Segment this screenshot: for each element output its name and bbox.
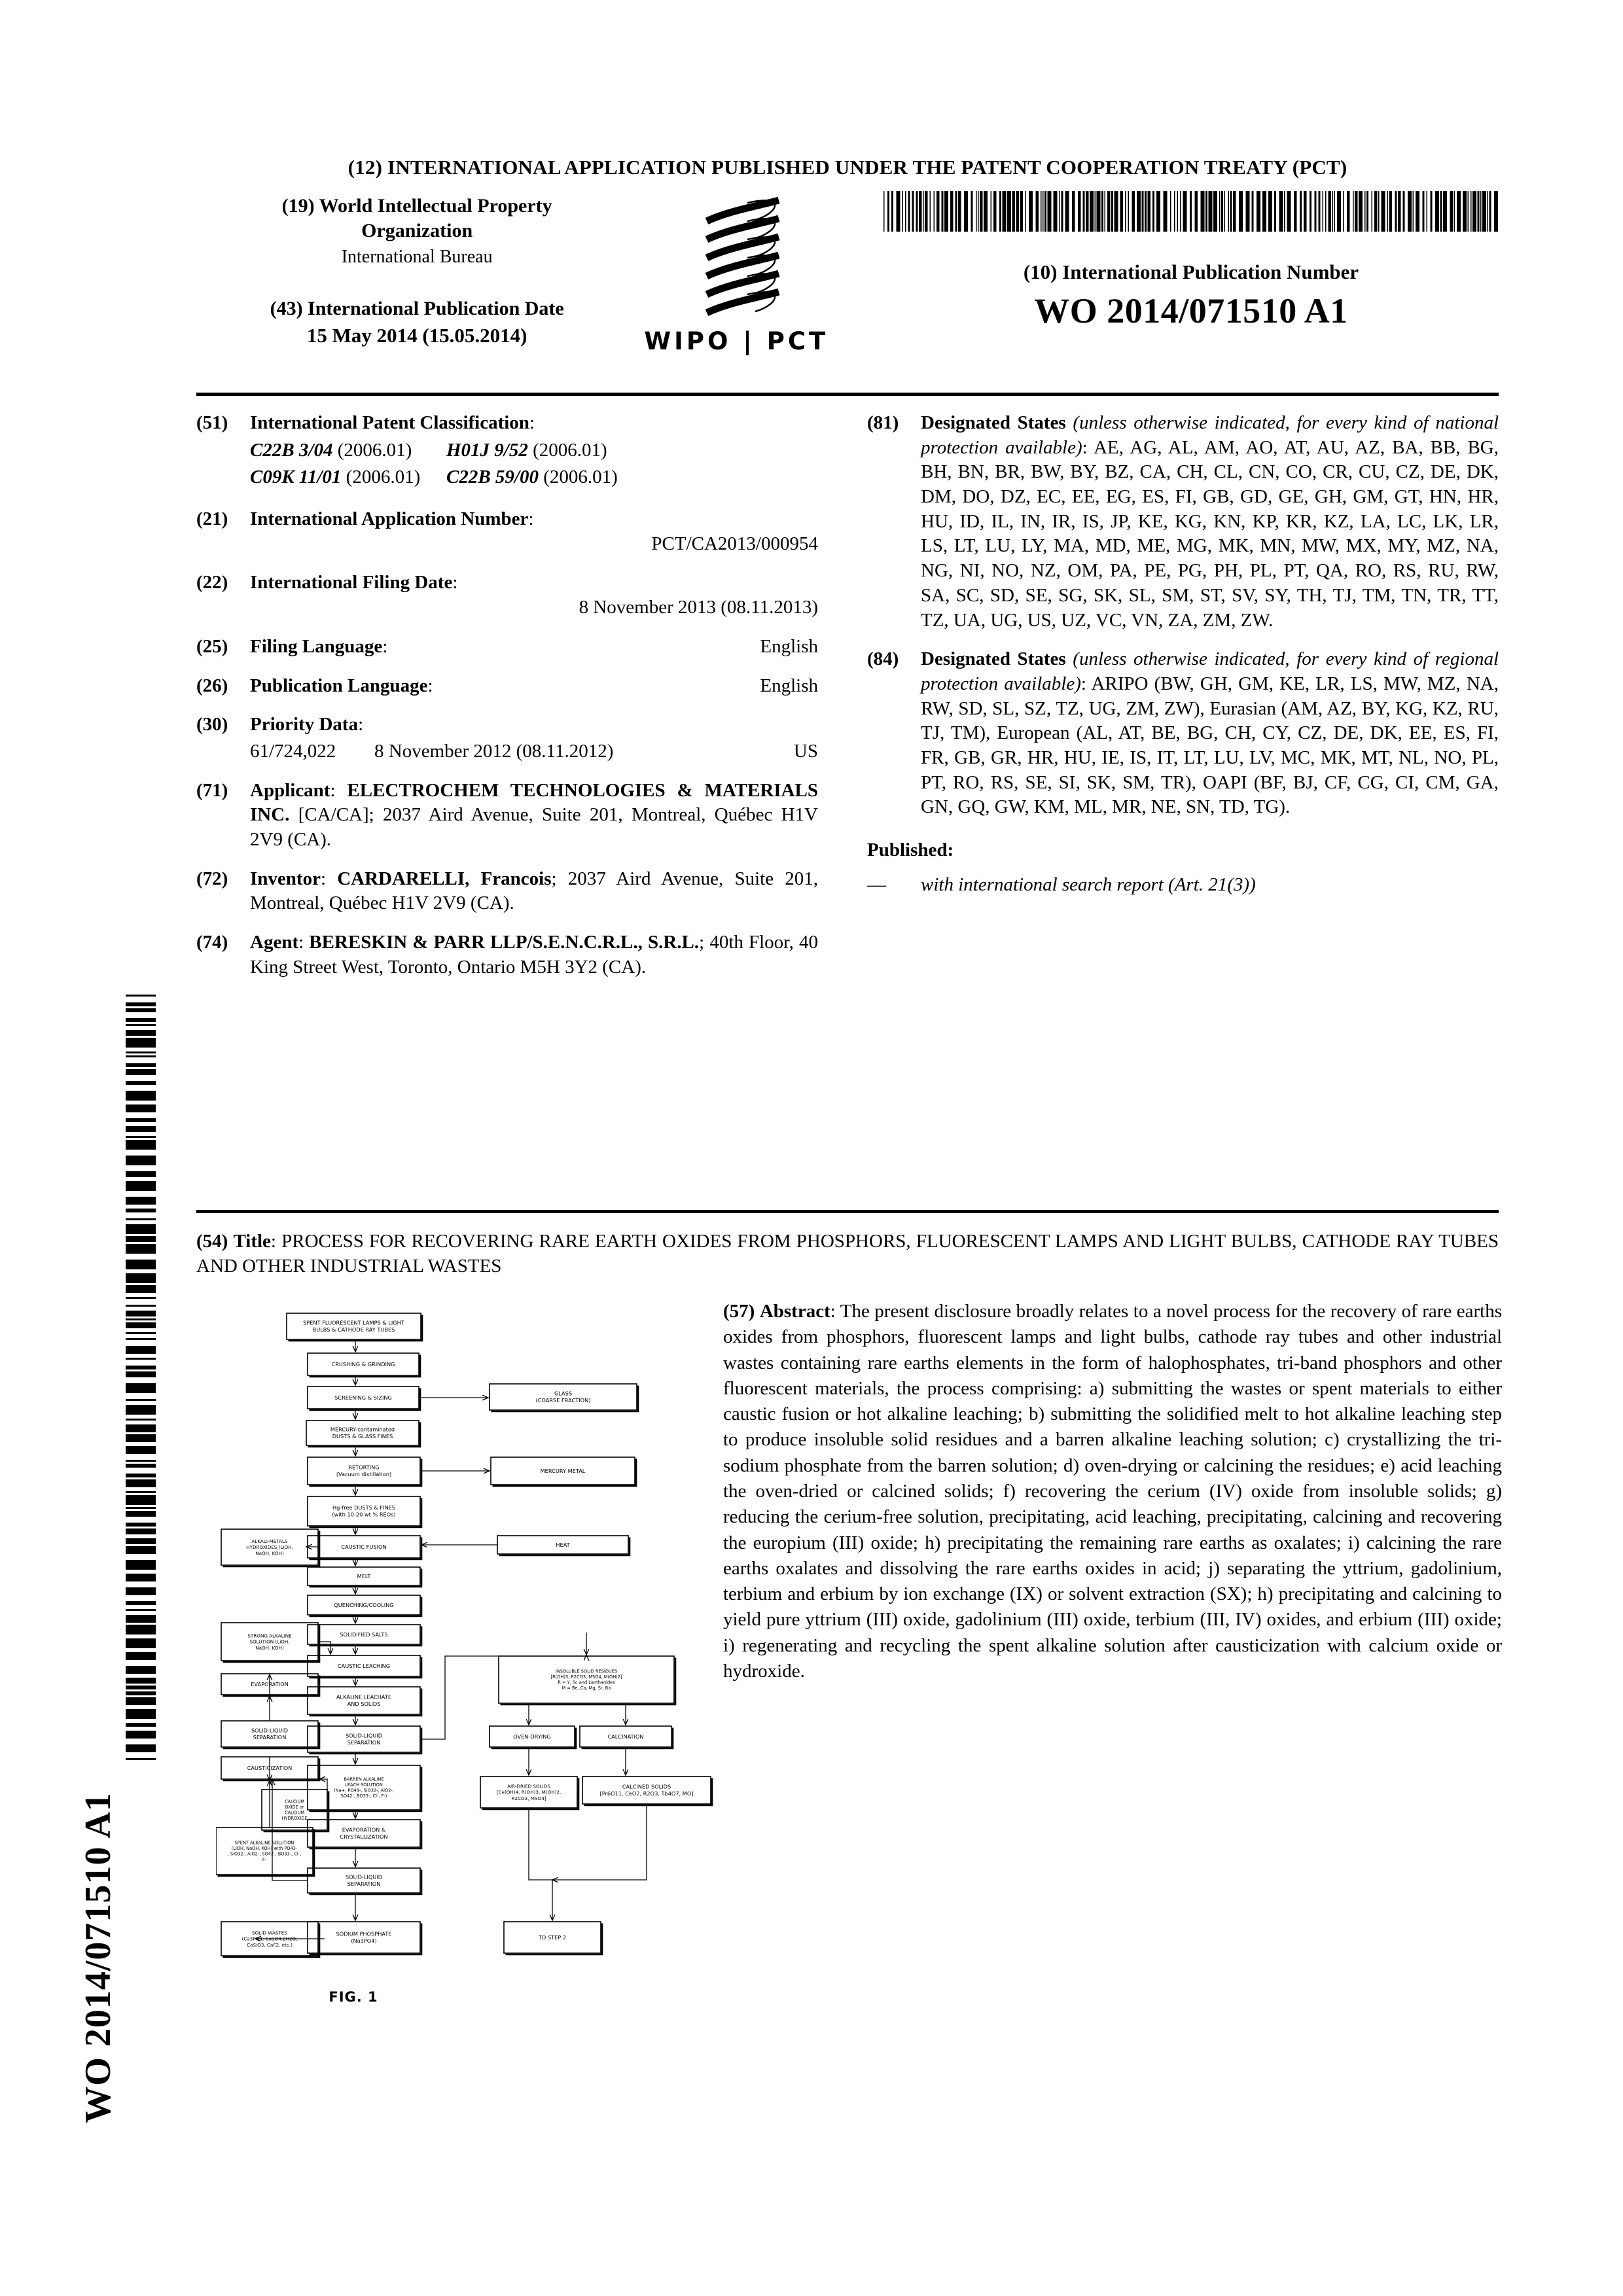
svg-text:SCREENING & SIZING: SCREENING & SIZING [334,1394,392,1401]
svg-text:[R(OH)3, R2CO3, MSO4, M(OH)2]: [R(OH)3, R2CO3, MSO4, M(OH)2] [550,1674,622,1680]
agent-entry [196,930,818,980]
svg-text:GLASS: GLASS [554,1390,573,1397]
svg-text:NaOH, KOH): NaOH, KOH) [255,1550,284,1557]
svg-text:AND SOLIDS: AND SOLIDS [347,1701,381,1708]
svg-text:F-: F- [262,1857,267,1862]
publication-language-label: Publication Language [250,675,428,696]
abstract-colon: : [830,1301,840,1322]
filing-date-value: 8 November 2013 (08.11.2013) [579,597,818,618]
abstract-text: The present disclosure broadly relates to a novel process for the recovery of rare earths oxides from phosphors, fluorescent lamps and light bulbs, cathode ray tubes and other industrial wastes containing rare earths elements in the form of halophosphates, tri-band phosphors and other fluorescent materials, the process comprising: a) submitting the wastes or spent materials to either caustic fusion or hot alkaline leaching; b) submitting the solidified melt to hot alkaline leaching step to produce insoluble solid residues and a barren alkaline leaching solution; c) crystallizing the tri-sodium phosphate from the barren solution; d) oven-drying or calcining the residues; e) acid leaching the oven-dried or calcined solids; f) recovering the cerium (IV) oxide from insoluble solids; g) reducing the cerium-free solution, precipitating, acid leaching, precipitating, calcining and recovering the europium (III) oxide; h) precipitating the remaining rare earths as oxalates; i) calcining the rare earths oxalates and dissolving the rare earths oxides in acid; j) separating the yttrium, gadolinium, terbium and erbium by ion exchange (IX) or solvent extraction (SX); h) precipitating and calcining to yield pure yttrium (III) oxide, gadolinium (III) oxide, terbium (III, IV) oxides, and erbium (III) oxide; i) regenerating and recycling the spent alkaline solution after causticization with calcium oxide or hydroxide. [723,1301,1502,1682]
svg-text:(Vacuum distillation): (Vacuum distillation) [336,1471,392,1478]
svg-text:[Pr6O11, CeO2, R2O3, Tb4O7, MO: [Pr6O11, CeO2, R2O3, Tb4O7, MO] [599,1790,694,1797]
svg-text:BULBS & CATHODE RAY TUBES: BULBS & CATHODE RAY TUBES [312,1326,395,1333]
publication-barcode [883,191,1499,232]
svg-text:SPENT ALKALINE SOLUTION: SPENT ALKALINE SOLUTION [234,1840,294,1846]
agent-code: (74) [196,932,228,953]
svg-text:ALKALINE LEACHATE: ALKALINE LEACHATE [336,1693,392,1701]
svg-text:EVAPORATION: EVAPORATION [251,1681,289,1687]
ipc-entry [196,411,818,493]
svg-text:(LiOH, NaOH, KOH) with PO43-: (LiOH, NaOH, KOH) with PO43- [231,1846,298,1852]
ipc-version: (2006.01) [346,467,421,488]
invention-title-block [196,1229,1499,1279]
svg-text:AIR-DRIED SOLIDS: AIR-DRIED SOLIDS [507,1783,550,1790]
svg-text:(with 10-20 wt % REOs): (with 10-20 wt % REOs) [332,1511,396,1518]
side-barcode [126,995,156,1760]
svg-text:CRYSTALLIZATION: CRYSTALLIZATION [340,1833,388,1841]
bibliographic-data [196,411,1499,994]
priority-date: 8 November 2012 (08.11.2012) [374,740,614,762]
priority-data-entry [196,713,818,764]
header-divider-rule [196,393,1499,396]
svg-text:M = Be, Ca, Mg, Sr, Ba: M = Be, Ca, Mg, Sr, Ba [562,1686,611,1691]
title-text: PROCESS FOR RECOVERING RARE EARTH OXIDES FROM PHOSPHORS, FLUORESCENT LAMPS AND LIGHT BULBS, CATHODE RAY TUBES AND OTHER INDUSTRIAL WASTES [196,1231,1499,1277]
applicant-name: ELECTROCHEM TECHNOLOGIES & MATERIALS INC. [250,779,818,826]
biblio-right-column [867,411,1499,994]
svg-text:SODIUM PHOSPHATE: SODIUM PHOSPHATE [336,1930,392,1937]
ipc-code: C22B 3/04 [250,439,333,461]
published-item [867,874,1499,896]
svg-text:[Ce(OH)4, R(OH)3, M(OH)2,: [Ce(OH)4, R(OH)3, M(OH)2, [496,1789,562,1795]
inventor-code: (72) [196,868,228,889]
svg-text:Hg-free DUSTS & FINES: Hg-free DUSTS & FINES [332,1504,395,1511]
svg-text:SEPARATION: SEPARATION [347,1739,381,1746]
ipc-code: H01J 9/52 [446,439,528,461]
ipc-version: (2006.01) [337,439,412,461]
wipo-org-title-line2: Organization [361,220,473,242]
agent-name: BERESKIN & PARR LLP/S.E.N.C.R.L., S.R.L. [309,932,700,953]
svg-text:CAUSTICIZATION: CAUSTICIZATION [247,1765,293,1771]
title-label: Title [233,1231,271,1252]
title-colon: : [270,1231,282,1252]
svg-text:CALCIUM: CALCIUM [285,1799,304,1805]
page-header [196,156,1499,355]
side-publication-number: WO 2014/071510 A1 [78,1792,118,2123]
inventor-colon: : [320,868,338,889]
abstract-label: Abstract [759,1301,830,1322]
published-item-text: with international search report (Art. 21(3)) [921,874,1256,895]
abstract-code: (57) [723,1301,755,1322]
wipo-org-title-line1: World Intellectual Property [319,195,552,217]
priority-data-colon: : [358,714,364,735]
biblio-left-column [196,411,818,994]
application-number-value: PCT/CA2013/000954 [651,533,818,554]
abstract-block [723,1299,1502,1684]
svg-text:NaOH, KOH): NaOH, KOH) [255,1644,284,1651]
filing-language-value: English [760,635,818,657]
svg-text:CALCINED SOLIDS: CALCINED SOLIDS [622,1783,671,1790]
svg-text:BARREN ALKALINE: BARREN ALKALINE [344,1776,384,1782]
designated-states-regional-colon: : [1080,673,1092,694]
svg-text:RETORTING: RETORTING [348,1464,380,1471]
filing-language-colon: : [382,635,388,657]
designated-states-regional-label: Designated States [921,648,1073,670]
ipc-line [250,465,446,490]
svg-text:MERCURY-contaminated: MERCURY-contaminated [330,1426,395,1433]
designated-states-national-note: (unless otherwise indicated, for every kind of national protection available) [921,412,1499,458]
svg-text:SOLID-LIQUID: SOLID-LIQUID [251,1727,289,1734]
designated-states-regional-list: ARIPO (BW, GH, GM, KE, LR, LS, MW, MZ, NA, RW, SD, SL, SZ, TZ, UG, ZM, ZW), Eurasian (AM, AZ, BY, KG, KZ, RU, TJ, TM), European (AL, AT, BE, BG, CH, CY, CZ, DE, DK, EE, ES, FI, FR, GB, GR, HR, HU, IE, IS, IT, LT, LU, LV, MC, MK, MT, NL, NO, PL, PT, RO, RS, SE, SI, SK, SM, TR), OAPI (BF, BJ, CF, CG, CI, CM, GA, GN, GQ, GW, KM, ML, MR, NE, SN, TD, TG). [921,673,1499,818]
svg-text:HYDROXIDE: HYDROXIDE [281,1816,308,1821]
wipo-logo-block [637,191,883,355]
svg-text:(Na3PO4): (Na3PO4) [351,1937,377,1945]
published-heading: Published: [867,839,954,860]
priority-country: US [793,740,818,762]
ipc-code: C09K 11/01 [250,467,342,488]
filing-date-label: International Filing Date [250,572,453,593]
svg-text:SPENT FLUORESCENT LAMPS & LI: SPENT FLUORESCENT LAMPS & LIGHT [303,1319,404,1326]
svg-text:CAUSTIC FUSION: CAUSTIC FUSION [341,1544,387,1550]
priority-data-code: (30) [196,714,228,735]
svg-text:DUSTS & GLASS FINES: DUSTS & GLASS FINES [332,1433,393,1440]
wipo-org-number: (19) [281,195,315,217]
designated-states-national-colon: : [1082,436,1094,458]
ipc-line [446,465,662,490]
pct-publication-banner: (12) INTERNATIONAL APPLICATION PUBLISHED UNDER THE PATENT COOPERATION TREATY (PCT) [348,156,1347,179]
svg-text:STRONG ALKALINE: STRONG ALKALINE [247,1633,292,1639]
svg-text:SOLID WASTES: SOLID WASTES [252,1930,287,1936]
application-number-code: (21) [196,508,228,530]
international-publication-number-label: (10) International Publication Number [1023,260,1359,283]
priority-data-label: Priority Data [250,714,359,735]
ipc-code-grid [250,438,818,493]
svg-text:CaSiO3, CaF2, etc.): CaSiO3, CaF2, etc.) [247,1941,293,1948]
application-number-label: International Application Number [250,508,529,530]
svg-text:SOLIDIFIED SALTS: SOLIDIFIED SALTS [340,1631,388,1638]
applicant-address: [CA/CA]; 2037 Aird Avenue, Suite 201, Montreal, Québec H1V 2V9 (CA). [250,804,818,850]
svg-text:SEPARATION: SEPARATION [253,1734,287,1741]
svg-text:ALKALI-METALS: ALKALI-METALS [251,1538,288,1544]
publication-date-value: 15 May 2014 (15.05.2014) [306,324,527,347]
applicant-colon: : [330,779,348,801]
svg-text:QUENCHING/COOLING: QUENCHING/COOLING [334,1602,394,1608]
designated-states-regional-code: (84) [867,648,899,670]
wipo-pct-wordmark: WIPO | PCT [644,327,829,355]
filing-language-code: (25) [196,635,228,657]
publication-language-entry [196,674,818,699]
svg-text:(Na+, PO43-, SiO32-, AlO2-,: (Na+, PO43-, SiO32-, AlO2-, [334,1788,394,1793]
ipc-version: (2006.01) [533,439,607,461]
abstract-divider-rule [196,1210,1499,1213]
ipc-line [250,438,446,463]
svg-text:R = Y, Sc and Lanthanides: R = Y, Sc and Lanthanides [558,1680,615,1686]
inventor-entry [196,867,818,916]
inventor-label: Inventor [250,868,321,889]
svg-text:R2CO3, MSO4]: R2CO3, MSO4] [511,1795,546,1801]
svg-text:CALCINATION: CALCINATION [607,1733,644,1740]
ipc-colon: : [529,412,535,433]
publication-language-colon: : [427,675,433,696]
title-code: (54) [196,1231,228,1252]
inventor-address: ; 2037 Aird Avenue, Suite 201, Montreal, Québec H1V 2V9 (CA). [250,868,819,914]
designated-states-regional-note: (unless otherwise indicated, for every kind of regional protection available) [921,648,1499,694]
svg-text:OXIDE or: OXIDE or [285,1805,304,1810]
ipc-code-number: (51) [196,412,228,433]
applicant-entry [196,779,818,853]
international-publication-number-value: WO 2014/071510 A1 [1034,291,1348,330]
svg-text:SOLUTION (LiOH,: SOLUTION (LiOH, [249,1638,290,1645]
svg-text:CALCIUM: CALCIUM [285,1810,304,1816]
wipo-org-block [196,191,637,347]
ipc-column-1 [250,438,446,493]
designated-states-national-list: AE, AG, AL, AM, AO, AT, AU, AZ, BA, BB, BG, BH, BN, BR, BW, BY, BZ, CA, CH, CL, CN, CO, CR, CU, CZ, DE, DK, DM, DO, DZ, EC, EE, EG, ES, FI, GB, GD, GE, GH, GM, GT, HN, HR, HU, ID, IL, IN, IR, IS, JP, KE, KG, KN, KP, KR, KZ, LA, LC, LK, LR, LS, LT, LU, LY, MA, MD, ME, MG, MK, MN, MW, MX, MY, MZ, NA, NG, NI, NO, NZ, OM, PA, PE, PG, PH, PL, PT, QA, RO, RS, RU, RW, SA, SC, SD, SE, SG, SK, SL, SM, ST, SV, SY, TH, TJ, TM, TN, TR, TT, TZ, UA, UG, US, UZ, VC, VN, ZA, ZM, ZW. [921,436,1499,631]
published-item-dash: — [867,874,886,895]
filing-date-code: (22) [196,572,228,593]
filing-date-colon: : [452,572,458,593]
applicant-label: Applicant [250,779,330,801]
ipc-column-2 [446,438,662,493]
figure-1-flowchart [216,1292,713,1999]
publication-date-label: (43) International Publication Date [270,298,564,320]
application-number-entry [196,507,818,556]
agent-label: Agent [250,932,299,953]
ipc-line [446,438,662,463]
priority-application-number: 61/724,022 [250,740,336,762]
ipc-label: International Patent Classification [250,412,529,433]
figure-caption: FIG. 1 [329,1989,378,2005]
agent-colon: : [298,932,310,953]
filing-language-entry [196,635,818,660]
publication-language-code: (26) [196,675,228,696]
svg-text:SOLID-LIQUID: SOLID-LIQUID [345,1873,383,1881]
svg-text:HEAT: HEAT [556,1542,570,1548]
filing-language-label: Filing Language [250,635,383,657]
international-bureau-label: International Bureau [341,246,493,267]
svg-text:CRUSHING & GRINDING: CRUSHING & GRINDING [331,1361,395,1368]
application-number-colon: : [528,508,534,530]
designated-states-national-entry [867,411,1499,633]
agent-address: ; 40th Floor, 40 King Street West, Toronto, Ontario M5H 3Y2 (CA). [250,932,819,978]
svg-text:SEPARATION: SEPARATION [347,1881,381,1888]
publication-number-block [883,191,1499,347]
svg-text:OVEN-DRYING: OVEN-DRYING [513,1733,551,1740]
wipo-org-title [196,194,637,244]
designated-states-regional-entry [867,647,1499,820]
ipc-version: (2006.01) [543,467,618,488]
svg-text:, SiO32-, AlO2-, SO42-, BO33-,: , SiO32-, AlO2-, SO42-, BO33-, Cl-, [227,1851,302,1857]
svg-text:SO42-, BO33-, Cl-, F-): SO42-, BO33-, Cl-, F-) [340,1793,387,1799]
publication-language-value: English [760,675,818,696]
svg-text:MELT: MELT [357,1573,371,1580]
svg-text:HYDROXIDES (LiOH,: HYDROXIDES (LiOH, [246,1544,293,1551]
designated-states-national-label: Designated States [921,412,1073,433]
inventor-name: CARDARELLI, Francois [337,868,552,889]
svg-text:EVAPORATION &: EVAPORATION & [342,1826,386,1833]
svg-text:TO STEP 2: TO STEP 2 [538,1934,567,1941]
svg-text:SOLID-LIQUID: SOLID-LIQUID [345,1732,383,1739]
filing-date-entry [196,571,818,620]
ipc-code: C22B 59/00 [446,467,539,488]
designated-states-national-code: (81) [867,412,899,433]
svg-text:CAUSTIC LEACHING: CAUSTIC LEACHING [337,1663,391,1669]
svg-text:(COARSE FRACTION): (COARSE FRACTION) [535,1397,591,1404]
applicant-code: (71) [196,779,228,801]
priority-row [250,739,818,764]
svg-text:(Ca3PO4, CaSO4.2H2O,: (Ca3PO4, CaSO4.2H2O, [241,1935,298,1942]
svg-text:LEACH SOLUTION: LEACH SOLUTION [345,1782,383,1788]
svg-text:MERCURY METAL: MERCURY METAL [540,1468,586,1474]
svg-text:INSOLUBLE SOLID RESIDUES: INSOLUBLE SOLID RESIDUES [555,1669,618,1674]
